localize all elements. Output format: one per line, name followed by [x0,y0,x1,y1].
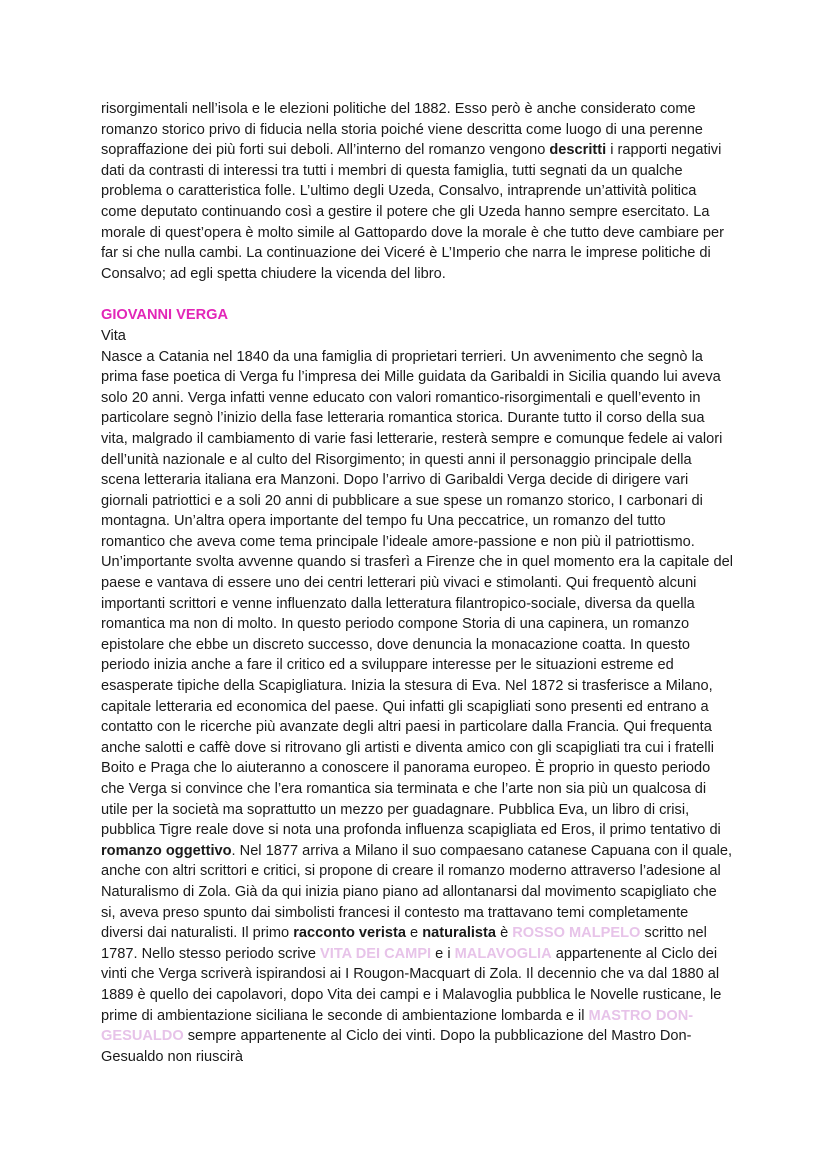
bold-term-racconto-verista: racconto verista [293,925,406,942]
text-run: . Nel 1877 arriva a Milano il suo compaesano catanese Capuana con il quale, anche con altri scrittori e critici, si propone di creare il romanzo moderno attraverso l’adesione al Naturalismo di Zola. Già da qui inizia piano piano ad allontanarsi dal movimento scapigliato che si, aveva preso spunto dai simbolisti francesi il contesto ma trattavano temi completamente diversi dai naturalisti. Il primo [101,842,733,942]
highlight-rosso-malpelo: ROSSO MALPELO [512,925,641,942]
text-run: scritto nel 1787. Nello stesso periodo scrive [101,925,707,962]
bold-term-romanzo-oggettivo: romanzo oggettivo [101,842,232,859]
paragraph-vicere [101,99,733,284]
highlight-malavoglia: MALAVOGLIA [454,945,552,962]
paragraph-verga-life [101,347,733,1068]
bold-term-naturalista: naturalista [422,925,497,942]
text-run: e [405,925,423,942]
section-title: GIOVANNI VERGA [101,307,229,324]
text-run: sempre appartenente al Ciclo dei vinti. Dopo la pubblicazione del Mastro Don-Gesualdo non riuscirà [101,1028,692,1065]
text-run: e i [431,945,455,962]
text-run: risorgimentali nell’isola e le elezioni politiche del 1882. Esso però è anche considerato come romanzo storico privo di fiducia nella storia poiché viene descritta come luogo di una perenne sopraffazione dei più forti sui deboli. All’interno del romanzo vengono [101,101,703,159]
subheading-vita: Vita [101,327,126,344]
text-run: appartenente al Ciclo dei vinti che Verga scriverà ispirandosi ai I Rougon-Macquart di Zola. Il decennio che va dal 1880 al 1889 è quello dei capolavori, dopo Vita dei campi e i Malavoglia pubblica le Novelle rusticane, le prime di ambientazione siciliana le seconde di ambientazione lombarda e il [101,945,722,1024]
text-run: è [496,925,513,942]
bold-term-descritti: descritti [549,142,607,159]
highlight-vita-dei-campi: VITA DEI CAMPI [320,945,432,962]
document-page [101,99,733,1067]
text-run: Nasce a Catania nel 1840 da una famiglia di proprietari terrieri. Un avvenimento che segnò la prima fase poetica di Verga fu l’impresa dei Mille guidata da Garibaldi in Sicilia quando lui aveva solo 20 anni. Verga infatti venne educato con valori romantico-risorgimentali e quell’evento in particolare segnò l’inizio della fase letteraria romantica storica. Durante tutto il corso della sua vita, malgrado il cambiamento di varie fasi letterarie, resterà sempre e comunque fedele ai valori dell’unità nazionale e al culto del Risorgimento; in questi anni il personaggio principale della scena letteraria italiana era Manzoni. Dopo l’arrivo di Garibaldi Verga decide di dirigere vari giornali patriottici e a soli 20 anni di pubblicare a sue spese un romanzo storico, I carbonari di montagna. Un’altra opera importante del tempo fu Una peccatrice, un romanzo del tutto romantico che aveva come tema principale l’ideale amore-passione e non più il patriottismo. Un’importante svolta avvenne quando si trasferì a Firenze che in quel momento era la capitale del paese e vantava di essere uno dei centri letterari più vivaci e stimolanti. Qui frequentò alcuni importanti scrittori e venne influenzato dalla letteratura filantropico-sociale, diversa da quella romantica ma non di molto. In questo periodo compone Storia di una capinera, un romanzo epistolare che ebbe un discreto successo, dove denuncia la monacazione coatta. In questo periodo inizia anche a fare il critico ed a sviluppare interesse per le situazioni estreme ed esasperate tipiche della Scapigliatura. Inizia la stesura di Eva. Nel 1872 si trasferisce a Milano, capitale letteraria ed economica del paese. Qui infatti gli scapigliati sono presenti ed entrano a contatto con le ricerche più avanzate degli altri paesi in particolare dalla Francia. Qui frequenta anche salotti e caffè dove si ritrovano gli artisti e diventa amico con gli scapigliati tra cui i fratelli Boito e Praga che lo aiuteranno a conoscere il panorama europeo. È proprio in questo periodo che Verga si convince che l’era romantica sia terminata e che l’arte non sia più un qualcosa di utile per la società ma soprattutto un mezzo per guadagnare. Pubblica Eva, un libro di crisi, pubblica Tigre reale dove si nota una profonda influenza scapigliata ed Eros, il primo tentativo di [101,348,733,839]
highlight-mastro-don-gesualdo: MASTRO DON-GESUALDO [101,1007,694,1045]
text-run: i rapporti negativi dati da contrasti di interessi tra tutti i membri di questa famiglia, tutti segnati da un qualche problema o caratteristica folle. L’ultimo degli Uzeda, Consalvo, intraprende un’attività politica come deputato continuando così a gestire il potere che gli Uzeda hanno sempre esercitato. La morale di quest’opera è molto simile al Gattopardo dove la morale è che tutto deve cambiare per far si che nulla cambi. La continuazione dei Viceré è L’Imperio che narra le imprese politiche di Consalvo; ad egli spetta chiudere la vicenda del libro. [101,142,724,282]
